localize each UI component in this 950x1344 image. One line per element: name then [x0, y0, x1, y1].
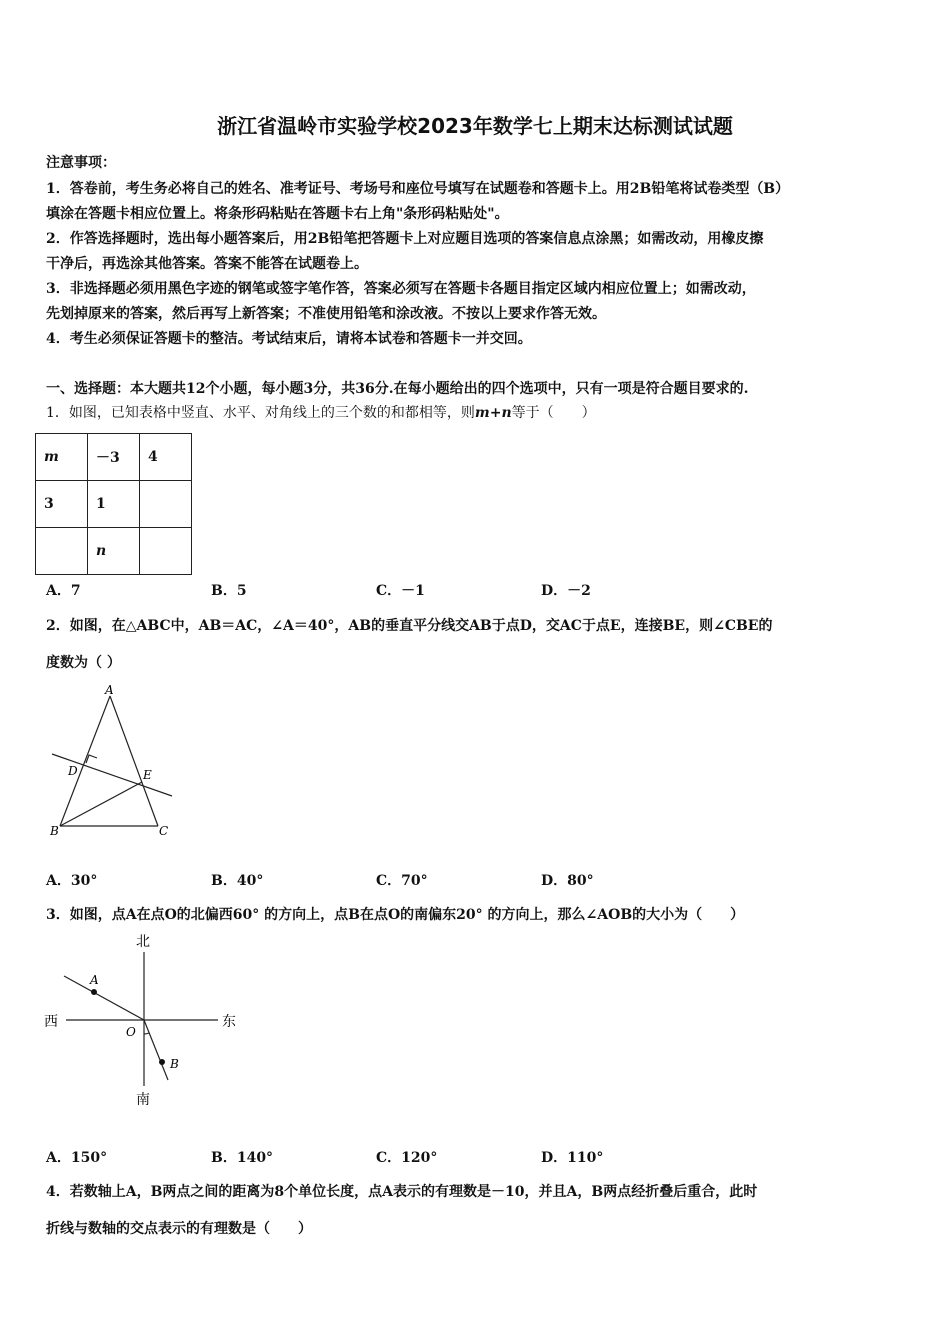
q3-option-c: C．120°: [376, 1150, 438, 1166]
section-heading: 一、选择题：本大题共12个小题，每小题3分，共36分.在每小题给出的四个选项中，只有一项是符合题目要求的.: [46, 381, 749, 397]
notice-line: 1．答卷前，考生务必将自己的姓名、准考证号、考场号和座位号填写在试题卷和答题卡上。用2B铅笔将试卷类型（B）: [46, 181, 790, 197]
label-c: C: [159, 824, 169, 838]
label-west: 西: [44, 1014, 58, 1030]
grid-cell: －3: [88, 434, 140, 481]
label-b: B: [170, 1057, 179, 1071]
q1-option-d: D．－2: [541, 583, 591, 599]
label-south: 南: [136, 1092, 150, 1108]
question-2-stem-cont: 度数为（ ）: [46, 655, 121, 671]
grid-cell: 3: [36, 481, 88, 528]
q2-option-a: A．30°: [46, 873, 98, 889]
page-title: 浙江省温岭市实验学校2023年数学七上期末达标测试试题: [217, 114, 733, 138]
notice-line: 填涂在答题卡相应位置上。将条形码粘贴在答题卡右上角"条形码粘贴处"。: [46, 206, 509, 222]
label-a: A: [90, 973, 99, 987]
notice-line: 干净后，再选涂其他答案。答案不能答在试题卷上。: [46, 256, 368, 272]
angle-arc: [144, 1033, 149, 1034]
q1-expr: m+n: [474, 405, 512, 421]
right-angle-mark: [86, 755, 97, 763]
grid-cell: m: [36, 434, 88, 481]
notice-line: 2．作答选择题时，选出每小题答案后，用2B铅笔把答题卡上对应题目选项的答案信息点涂黑；如需改动，用橡皮擦: [46, 231, 764, 247]
label-d: D: [68, 764, 78, 778]
q3-option-a: A．150°: [46, 1150, 108, 1166]
point-a: [91, 989, 97, 995]
ray-oa: [64, 976, 144, 1020]
label-e: E: [143, 768, 152, 782]
q1-stem-end: 等于（ ）: [511, 405, 596, 421]
question-4-stem-cont: 折线与数轴的交点表示的有理数是（ ）: [46, 1221, 312, 1237]
question-1-stem: [46, 402, 596, 422]
q1-option-a: A．7: [46, 583, 81, 599]
notice-line: 4．考生必须保证答题卡的整洁。考试结束后，请将本试卷和答题卡一并交回。: [46, 331, 532, 347]
label-north: 北: [136, 934, 150, 950]
q2-option-c: C．70°: [376, 873, 428, 889]
q1-option-b: B．5: [211, 583, 247, 599]
label-b: B: [50, 824, 59, 838]
label-east: 东: [222, 1014, 236, 1030]
grid-cell: 4: [140, 434, 192, 481]
segment-be: [60, 782, 142, 826]
q3-option-d: D．110°: [541, 1150, 604, 1166]
question-3-stem: 3．如图，点A在点O的北偏西60° 的方向上，点B在点O的南偏东20° 的方向上，那么∠AOB的大小为（ ）: [46, 907, 745, 923]
magic-square-table: [35, 433, 192, 575]
compass-figure: [40, 928, 250, 1110]
label-a: A: [105, 683, 114, 697]
label-o: O: [126, 1025, 136, 1039]
notice-heading: 注意事项：: [46, 155, 116, 171]
q2-option-d: D．80°: [541, 873, 594, 889]
grid-cell: [140, 528, 192, 575]
q1-stem-text: 1．如图，已知表格中竖直、水平、对角线上的三个数的和都相等，则: [46, 405, 475, 421]
q1-option-c: C．－1: [376, 583, 425, 599]
q3-option-b: B．140°: [211, 1150, 274, 1166]
grid-cell: [36, 528, 88, 575]
notice-line: 3．非选择题必须用黑色字迹的钢笔或签字笔作答，答案必须写在答题卡各题目指定区域内相应位置上；如需改动，: [46, 281, 756, 297]
triangle-figure: [40, 680, 190, 845]
grid-cell: [140, 481, 192, 528]
q2-option-b: B．40°: [211, 873, 264, 889]
side-ab: [60, 696, 110, 826]
point-b: [159, 1059, 165, 1065]
question-4-stem: 4．若数轴上A，B两点之间的距离为8个单位长度，点A表示的有理数是－10，并且A，B两点经折叠后重合，此时: [46, 1184, 758, 1200]
notice-line: 先划掉原来的答案，然后再写上新答案；不准使用铅笔和涂改液。不按以上要求作答无效。: [46, 306, 606, 322]
ray-ob: [144, 1020, 168, 1080]
side-ac: [110, 696, 158, 826]
question-2-stem: 2．如图，在△ABC中，AB＝AC，∠A＝40°，AB的垂直平分线交AB于点D，交AC于点E，连接BE，则∠CBE的: [46, 618, 773, 634]
grid-cell: 1: [88, 481, 140, 528]
grid-cell: n: [88, 528, 140, 575]
